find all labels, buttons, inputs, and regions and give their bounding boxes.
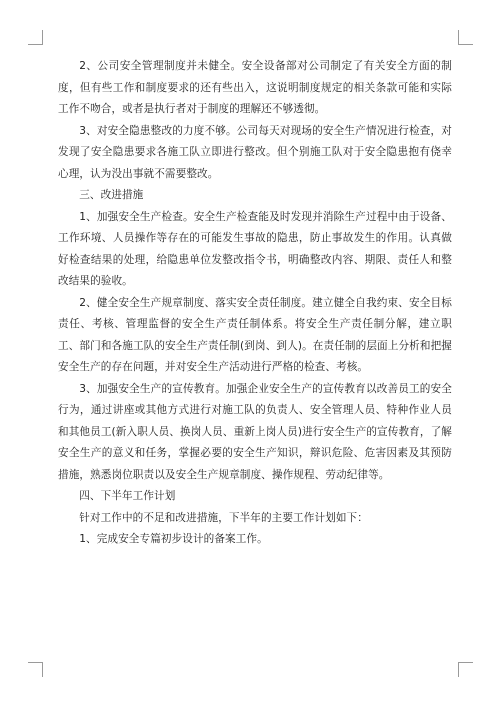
paragraph-management-system: 2、公司安全管理制度并未健全。安全设备部对公司制定了有关安全方面的制度，但有些工作和制度要求的还有些出入，这说明制度规定的相关条款可能和实际工作不吻合，或者是执行者对于制度的理解还不够透彻。 xyxy=(58,60,452,115)
crop-mark-top-left xyxy=(28,30,43,45)
crop-mark-bottom-right xyxy=(458,662,473,677)
paragraph-education: 3、加强安全生产的宣传教育。加强企业安全生产的宣传教育以改善员工的安全行为，通过讲座或其他方式进行对施工队的负责人、安全管理人员、特种作业人员和其他员工(新入职人员、换岗人员、重新上岗人员)进行安全生产的宣传教育，了解安全生产的意义和任务，掌握必要的安全生产知识，辩识危险、危害因素及其预防措施，熟悉岗位职责以及安全生产规章制度、操作规程、劳动纪律等。 xyxy=(58,382,452,481)
document-body xyxy=(58,56,452,551)
paragraph-inspection: 1、加强安全生产检查。安全生产检查能及时发现并消除生产过程中由于设备、工作环境、人员操作等存在的可能发生事故的隐患，防止事故发生的作用。认真做好检查结果的处理，给隐患单位发整改指令书，明确整改内容、期限、责任人和整改结果的验收。 xyxy=(58,210,452,287)
section-heading-improvement: 三、改进措施 xyxy=(79,189,144,201)
paragraph-responsibility-system: 2、健全安全生产规章制度、落实安全责任制度。建立健全自我约束、安全目标责任、考核、管理监督的安全生产责任制体系。将安全生产责任制分解，建立职工、部门和各施工队的安全生产责任制(到岗、到人)。在责任制的层面上分析和把握安全生产的存在问题，并对安全生产活动进行严格的检查、考核。 xyxy=(58,296,452,373)
paragraph-plan-item-1: 1、完成安全专篇初步设计的备案工作。 xyxy=(79,533,268,545)
crop-mark-bottom-left xyxy=(28,662,43,677)
crop-mark-top-right xyxy=(458,30,473,45)
paragraph-plan-intro: 针对工作中的不足和改进措施，下半年的主要工作计划如下： xyxy=(79,511,368,524)
paragraph-rectification-effort: 3、对安全隐患整改的力度不够。公司每天对现场的安全生产情况进行检查，对发现了安全隐患要求各施工队立即进行整改。但个别施工队对于安全隐患抱有侥幸心理，认为没出事就不需要整改。 xyxy=(58,124,452,180)
section-heading-plan: 四、下半年工作计划 xyxy=(79,490,176,502)
